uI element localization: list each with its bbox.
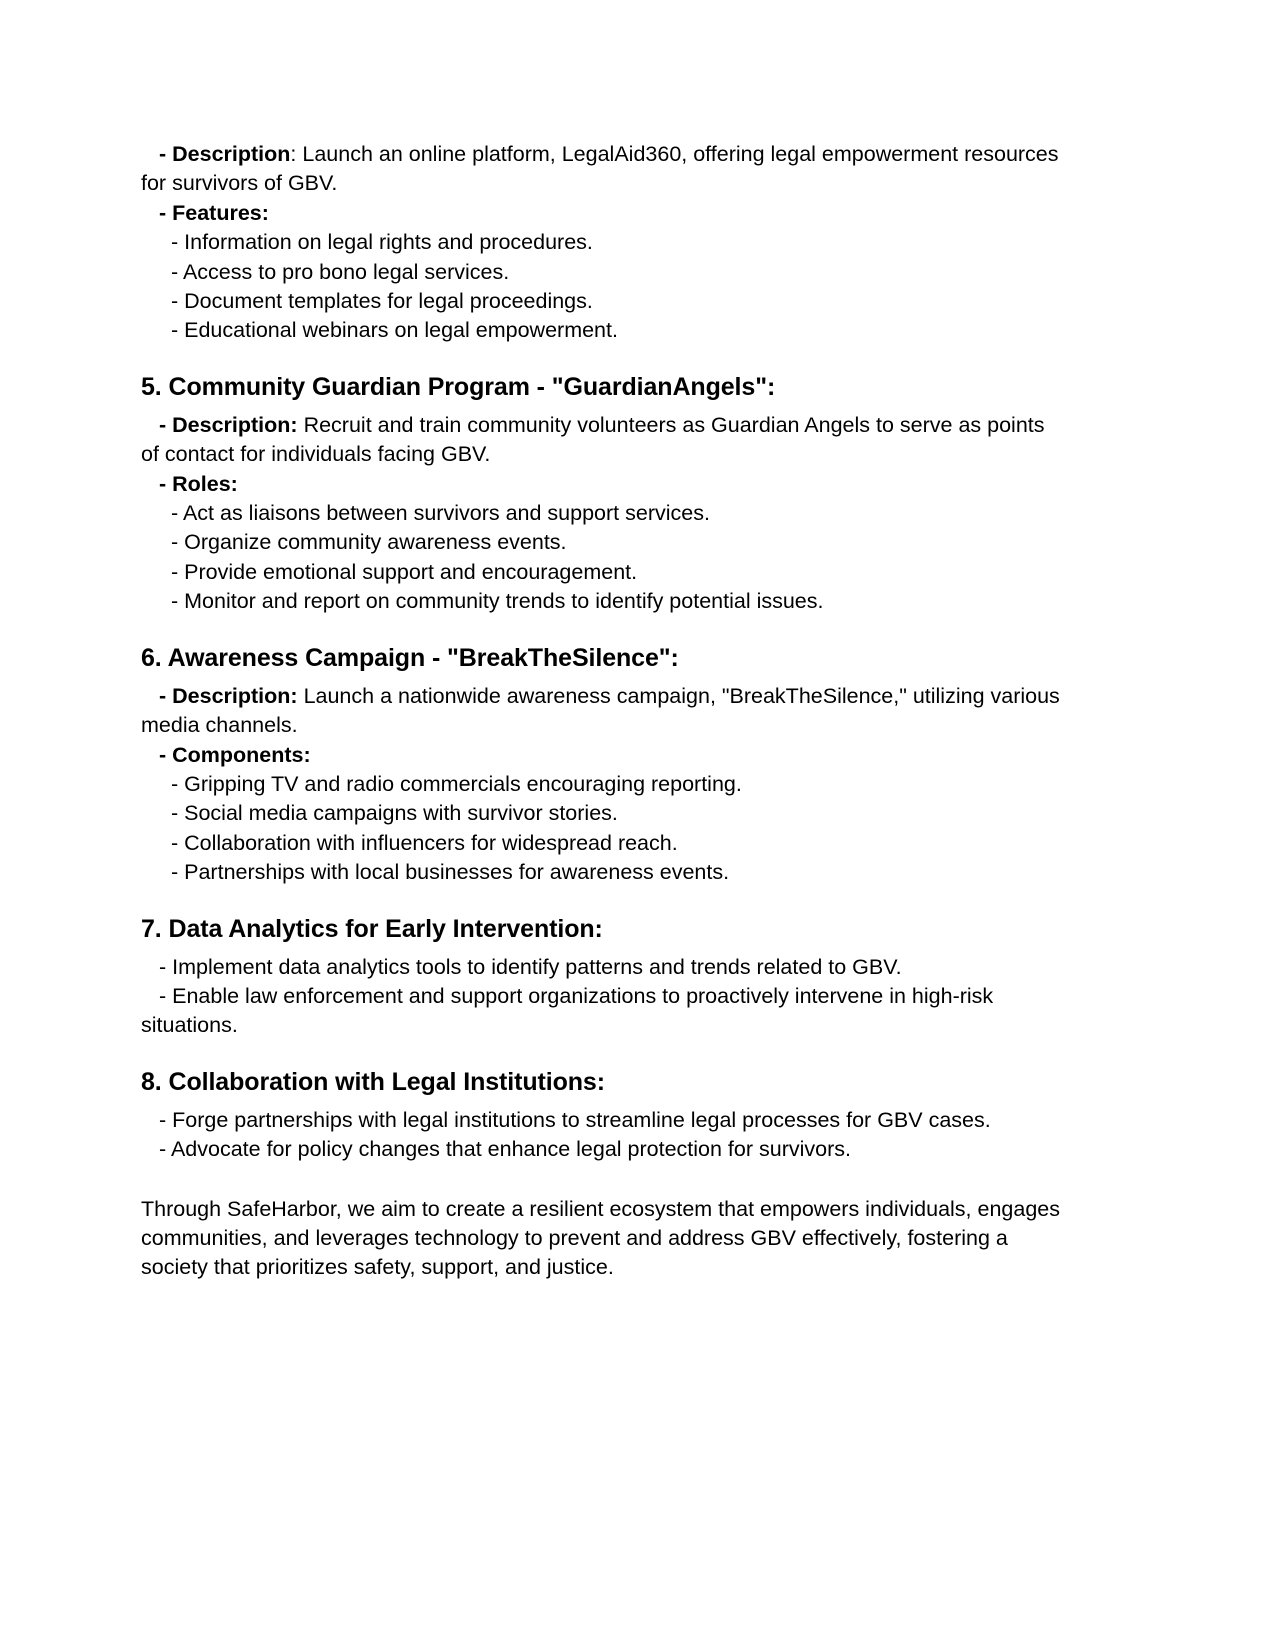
list-item: - Organize community awareness events.: [171, 530, 567, 555]
description-text: Launch a nationwide awareness campaign, "BreakTheSilence," utilizing various media channels.: [141, 683, 1060, 738]
spacer: [141, 1041, 1066, 1067]
description-text: Recruit and train community volunteers as Guardian Angels to serve as points of contact for individuals facing GBV.: [141, 412, 1045, 467]
description-colon: :: [290, 142, 303, 166]
list-item: - Monitor and report on community trends to identify potential issues.: [171, 589, 824, 614]
list-item: - Implement data analytics tools to identify patterns and trends related to GBV.: [159, 954, 902, 979]
spacer: [141, 346, 1066, 372]
spacer: [141, 1098, 1066, 1106]
list-item: - Information on legal rights and procedures.: [171, 230, 593, 255]
spacer: [141, 888, 1066, 914]
section-heading-6: 6. Awareness Campaign - "BreakTheSilence":: [141, 643, 679, 672]
section-heading-5: 5. Community Guardian Program - "GuardianAngels":: [141, 372, 776, 401]
spacer: [141, 674, 1066, 682]
list-item: - Act as liaisons between survivors and support services.: [171, 501, 710, 526]
list-item: - Educational webinars on legal empowerment.: [171, 318, 618, 343]
list-item: - Enable law enforcement and support organizations to proactively intervene in high-risk situations.: [141, 983, 994, 1038]
section-heading-7: 7. Data Analytics for Early Intervention:: [141, 914, 603, 943]
features-label-text: - Features:: [159, 200, 269, 225]
description-label: - Description:: [159, 683, 298, 708]
components-label: [141, 741, 1066, 770]
list-item: - Forge partnerships with legal institutions to streamline legal processes for GBV cases.: [159, 1107, 991, 1132]
spacer: [141, 617, 1066, 643]
section5-description: [141, 411, 1066, 470]
description-label: - Description:: [159, 412, 298, 437]
closing-paragraph: Through SafeHarbor, we aim to create a resilient ecosystem that empowers individuals, engages communities, and leverages technology to prevent and address GBV effectively, fostering a society that prioritizes safety, support, and justice.: [141, 1196, 1060, 1280]
description-text: Launch an online platform, LegalAid360, offering legal empowerment resources for survivors of GBV.: [141, 142, 1059, 196]
roles-label: [141, 470, 1066, 499]
list-item: - Gripping TV and radio commercials encouraging reporting.: [171, 771, 742, 796]
list-item: - Advocate for policy changes that enhance legal protection for survivors.: [159, 1137, 851, 1162]
list-item: - Partnerships with local businesses for awareness events.: [171, 860, 730, 885]
list-item: - Document templates for legal proceedings.: [171, 289, 593, 314]
section-heading-8: 8. Collaboration with Legal Institutions:: [141, 1067, 605, 1096]
spacer: [141, 403, 1066, 411]
components-label-text: - Components:: [159, 742, 311, 767]
features-label: [141, 199, 1066, 228]
description-label: - Description: [159, 142, 291, 166]
description-paragraph: [141, 140, 1066, 199]
list-item: - Access to pro bono legal services.: [171, 259, 510, 284]
spacer: [141, 945, 1066, 953]
section6-description: [141, 682, 1066, 741]
list-item: - Collaboration with influencers for widespread reach.: [171, 830, 678, 855]
roles-label-text: - Roles:: [159, 471, 238, 496]
list-item: - Provide emotional support and encouragement.: [171, 559, 638, 584]
list-item: - Social media campaigns with survivor stories.: [171, 801, 618, 826]
spacer: [141, 1165, 1066, 1195]
document-body: [141, 140, 1066, 1283]
